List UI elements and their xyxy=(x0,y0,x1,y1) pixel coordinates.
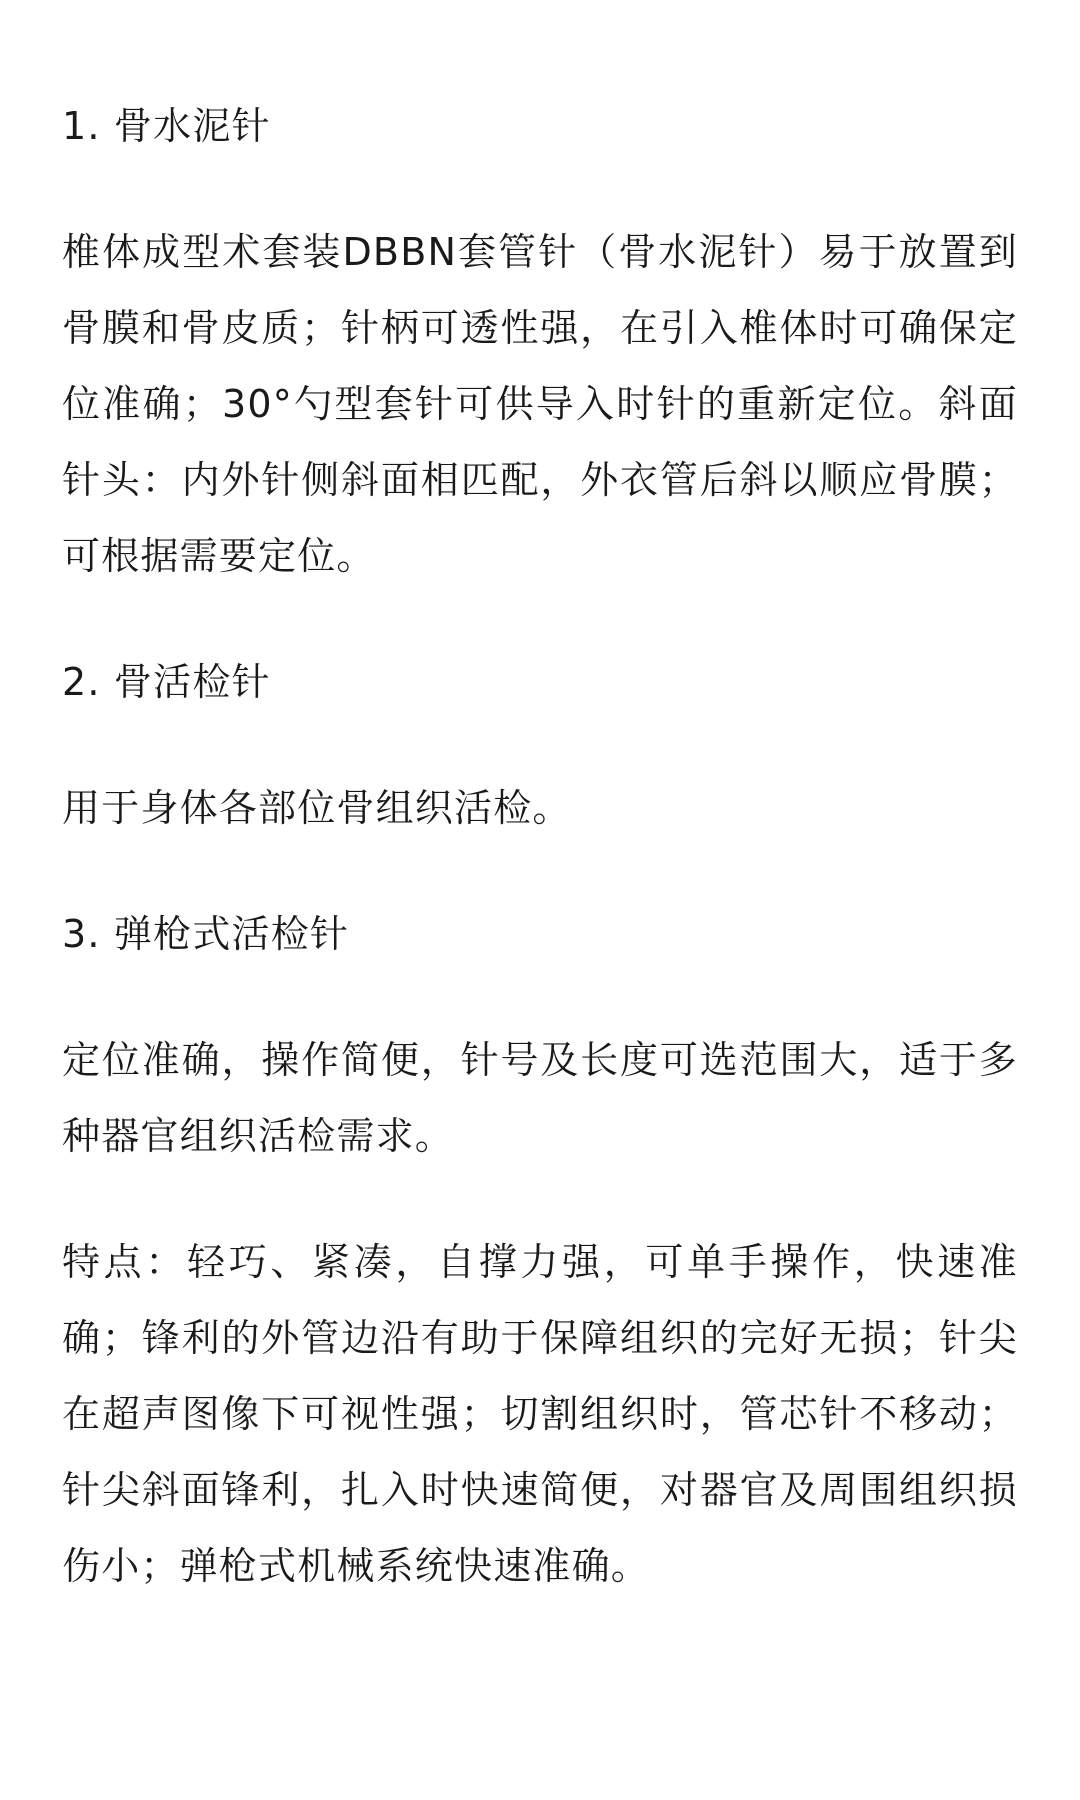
section-heading-spring-biopsy-needle: 3. 弹枪式活检针 xyxy=(62,912,350,956)
section-features-spring-biopsy-needle: 特点：轻巧、紧凑，自撑力强，可单手操作，快速准确；锋利的外管边沿有助于保障组织的完好无损；针尖在超声图像下可视性强；切割组织时，管芯针不移动；针尖斜面锋利，扎入时快速简便，对器官及周围组织损伤小；弹枪式机械系统快速准确。 xyxy=(62,1240,1018,1588)
section-heading-bone-cement-needle: 1. 骨水泥针 xyxy=(62,104,271,148)
section-body-bone-cement-needle: 椎体成型术套装DBBN套管针（骨水泥针）易于放置到骨膜和骨皮质；针柄可透性强，在引入椎体时可确保定位准确；30°勺型套针可供导入时针的重新定位。斜面针头：内外针侧斜面相匹配，外衣管后斜以顺应骨膜；可根据需要定位。 xyxy=(62,230,1018,578)
section-heading-bone-biopsy-needle: 2. 骨活检针 xyxy=(62,660,271,704)
section-body-spring-biopsy-needle: 定位准确，操作简便，针号及长度可选范围大，适于多种器官组织活检需求。 xyxy=(62,1038,1018,1158)
section-body-bone-biopsy-needle: 用于身体各部位骨组织活检。 xyxy=(62,786,572,830)
